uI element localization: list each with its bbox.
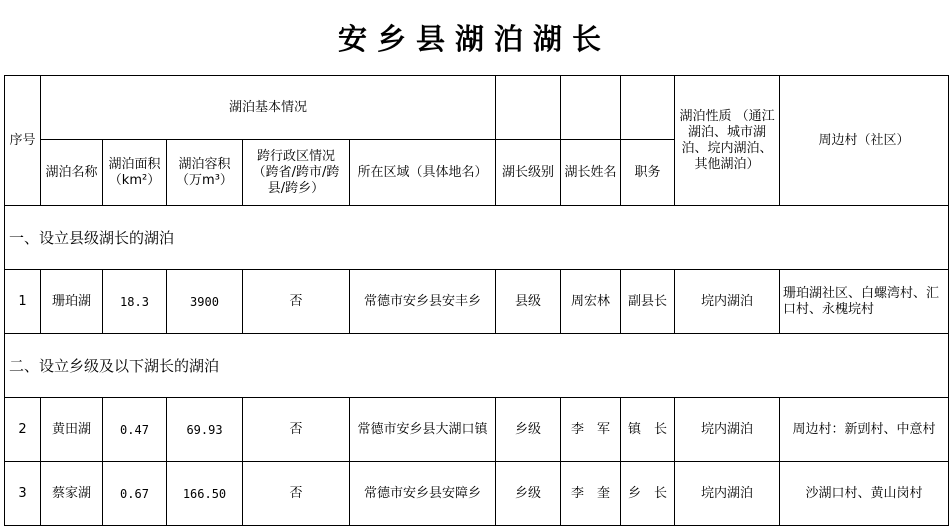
- header-nature: 湖泊性质 （通江湖泊、城市湖泊、垸内湖泊、其他湖泊）: [675, 76, 780, 206]
- cell-lake-name: 蔡家湖: [41, 462, 103, 526]
- cell-cross-region: 否: [243, 398, 350, 462]
- cell-chief-name: 李 奎: [561, 462, 621, 526]
- cell-position: 镇 长: [621, 398, 675, 462]
- cell-location: 常德市安乡县安丰乡: [350, 270, 496, 334]
- header-volume: 湖泊容积（万m³）: [167, 140, 243, 206]
- section-heading: 一、设立县级湖长的湖泊: [5, 206, 949, 270]
- cell-volume: 3900: [167, 270, 243, 334]
- header-blank-1: [496, 76, 561, 140]
- cell-location: 常德市安乡县大湖口镇: [350, 398, 496, 462]
- header-chief-name: 湖长姓名: [561, 140, 621, 206]
- cell-chief-level: 乡级: [496, 462, 561, 526]
- cell-seq: 3: [5, 462, 41, 526]
- cell-nature: 垸内湖泊: [675, 270, 780, 334]
- cell-chief-name: 李 军: [561, 398, 621, 462]
- table-row: [5, 398, 949, 462]
- table-row: [5, 270, 949, 334]
- cell-lake-name: 珊珀湖: [41, 270, 103, 334]
- cell-seq: 1: [5, 270, 41, 334]
- cell-position: 副县长: [621, 270, 675, 334]
- cell-cross-region: 否: [243, 270, 350, 334]
- cell-seq: 2: [5, 398, 41, 462]
- cell-cross-region: 否: [243, 462, 350, 526]
- cell-chief-name: 周宏林: [561, 270, 621, 334]
- cell-villages: 珊珀湖社区、白螺湾村、汇口村、永槐垸村: [780, 270, 949, 334]
- header-seq: 序号: [5, 76, 41, 206]
- cell-lake-name: 黄田湖: [41, 398, 103, 462]
- section-heading: 二、设立乡级及以下湖长的湖泊: [5, 334, 949, 398]
- cell-volume: 166.50: [167, 462, 243, 526]
- cell-chief-level: 县级: [496, 270, 561, 334]
- header-location: 所在区域（具体地名）: [350, 140, 496, 206]
- header-villages: 周边村（社区）: [780, 76, 949, 206]
- cell-villages: 周边村：新剅村、中意村: [780, 398, 949, 462]
- cell-area: 0.47: [103, 398, 167, 462]
- cell-villages: 沙湖口村、黄山岗村: [780, 462, 949, 526]
- lake-chief-table: [4, 75, 949, 526]
- header-basic-info: 湖泊基本情况: [41, 76, 496, 140]
- header-chief-level: 湖长级别: [496, 140, 561, 206]
- header-area: 湖泊面积（km²）: [103, 140, 167, 206]
- header-cross-region: 跨行政区情况（跨省/跨市/跨县/跨乡）: [243, 140, 350, 206]
- header-position: 职务: [621, 140, 675, 206]
- cell-volume: 69.93: [167, 398, 243, 462]
- cell-position: 乡 长: [621, 462, 675, 526]
- cell-nature: 垸内湖泊: [675, 462, 780, 526]
- document-title: 安乡县湖泊湖长: [337, 22, 611, 56]
- header-lake-name: 湖泊名称: [41, 140, 103, 206]
- cell-chief-level: 乡级: [496, 398, 561, 462]
- cell-area: 0.67: [103, 462, 167, 526]
- table-row: [5, 462, 949, 526]
- cell-location: 常德市安乡县安障乡: [350, 462, 496, 526]
- header-blank-2: [561, 76, 621, 140]
- cell-area: 18.3: [103, 270, 167, 334]
- cell-nature: 垸内湖泊: [675, 398, 780, 462]
- header-blank-3: [621, 76, 675, 140]
